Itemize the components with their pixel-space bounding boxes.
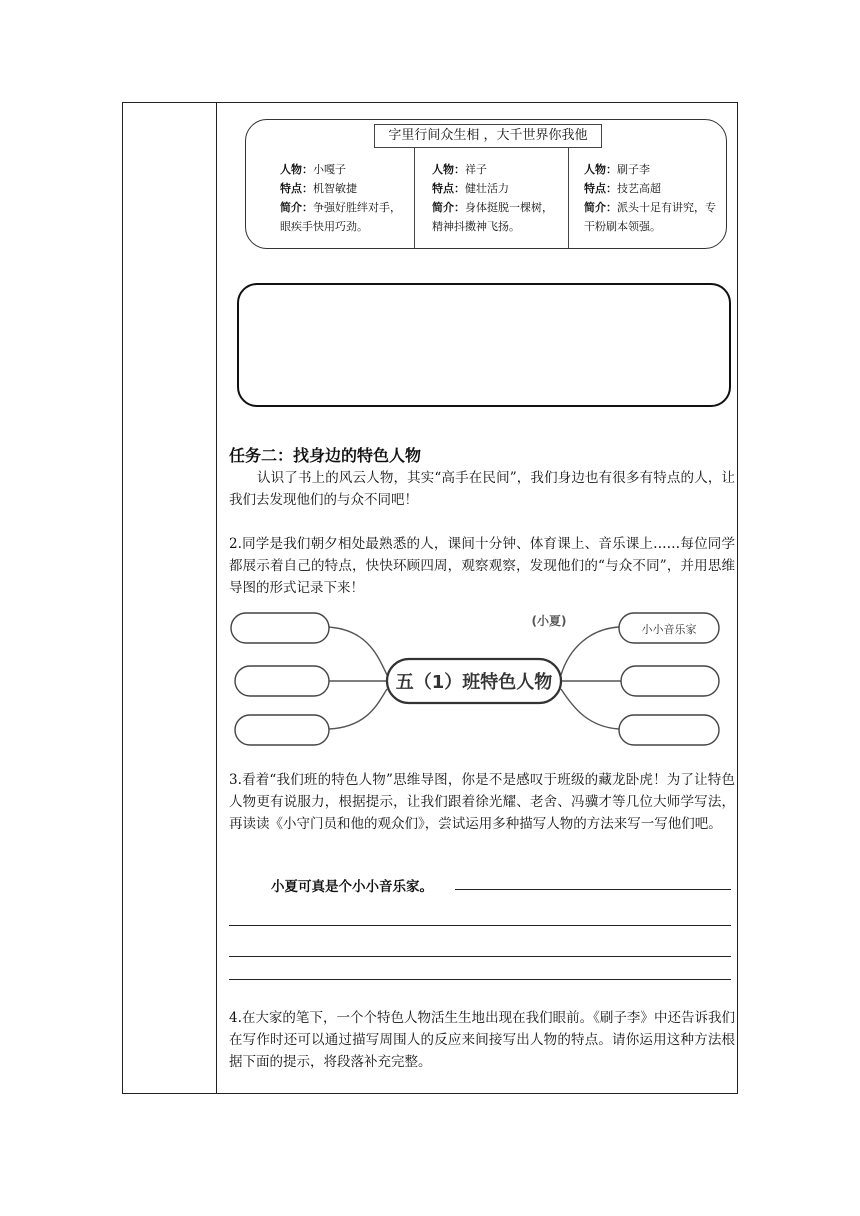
info-box-title: 字里行间众生相 ，大千世界你我他 [374,124,602,148]
mindmap-example-name: (小夏) [531,614,567,628]
person-card-2: 人物：祥子 特点：健壮活力 简介：身体挺脱一棵树，精神抖擞神飞扬。 [432,163,553,233]
task2-intro: 认识了书上的风云人物，其实“高手在民间”，我们身边也有很多有特点的人，让我们去发现他们的与众不同吧！ [229,470,735,508]
blank-writing-box[interactable] [237,283,731,407]
writing-line[interactable] [229,956,731,957]
question-3: 3.看着“我们班的特色人物”思维导图，你是不是感叹于班级的藏龙卧虎！为了让特色人物更有说服力，根据提示，让我们跟着徐光耀、老舍、冯骥才等几位大师学写法，再读读《小守门员和他的观众们》，尝试运用多种描写人物的方法来写一写他们吧。 [229,772,735,832]
person-card-1: 人物：小嘎子 特点：机智敏捷 简介：争强好胜绊对手，眼疾手快用巧劲。 [280,163,401,233]
worksheet-table [122,102,738,1094]
question-2: 2.同学是我们朝夕相处最熟悉的人，课间十分钟、体育课上、音乐课上……每位同学都展示着自己的特点，快快环顾四周，观察观察，发现他们的“与众不同”，并用思维导图的形式记录下来！ [229,536,735,596]
mindmap-node-empty[interactable] [231,613,329,643]
content-cell [219,103,737,1093]
mindmap-center-label: 五（1）班特色人物 [395,672,553,693]
question-4: 4.在大家的笔下，一个个特色人物活生生地出现在我们眼前。《刷子李》中还告诉我们在写作时还可以通过描写周围人的反应来间接写出人物的特点。请你运用这种方法根据下面的提示，将段落补充完整。 [229,1010,735,1070]
mindmap-node-empty[interactable] [235,715,329,745]
mindmap-node-empty[interactable] [621,666,719,696]
person-card-3: 人物：刷子李 特点：技艺高超 简介：派头十足有讲究，专干粉刷本领强。 [584,163,716,233]
mind-map [229,609,729,759]
character-info-box [245,119,727,249]
writing-lead-sentence: 小夏可真是个小小音乐家。 [271,879,433,895]
writing-line[interactable] [229,979,731,980]
column-divider [568,148,569,248]
column-divider [414,148,415,248]
task2-heading: 任务二：找身边的特色人物 [229,446,422,465]
writing-line[interactable] [229,925,731,926]
mindmap-example-label: 小小音乐家 [641,623,697,636]
writing-line[interactable] [455,889,731,890]
left-column [123,103,217,1093]
mindmap-node-empty[interactable] [235,666,329,696]
mindmap-node-empty[interactable] [619,715,719,745]
